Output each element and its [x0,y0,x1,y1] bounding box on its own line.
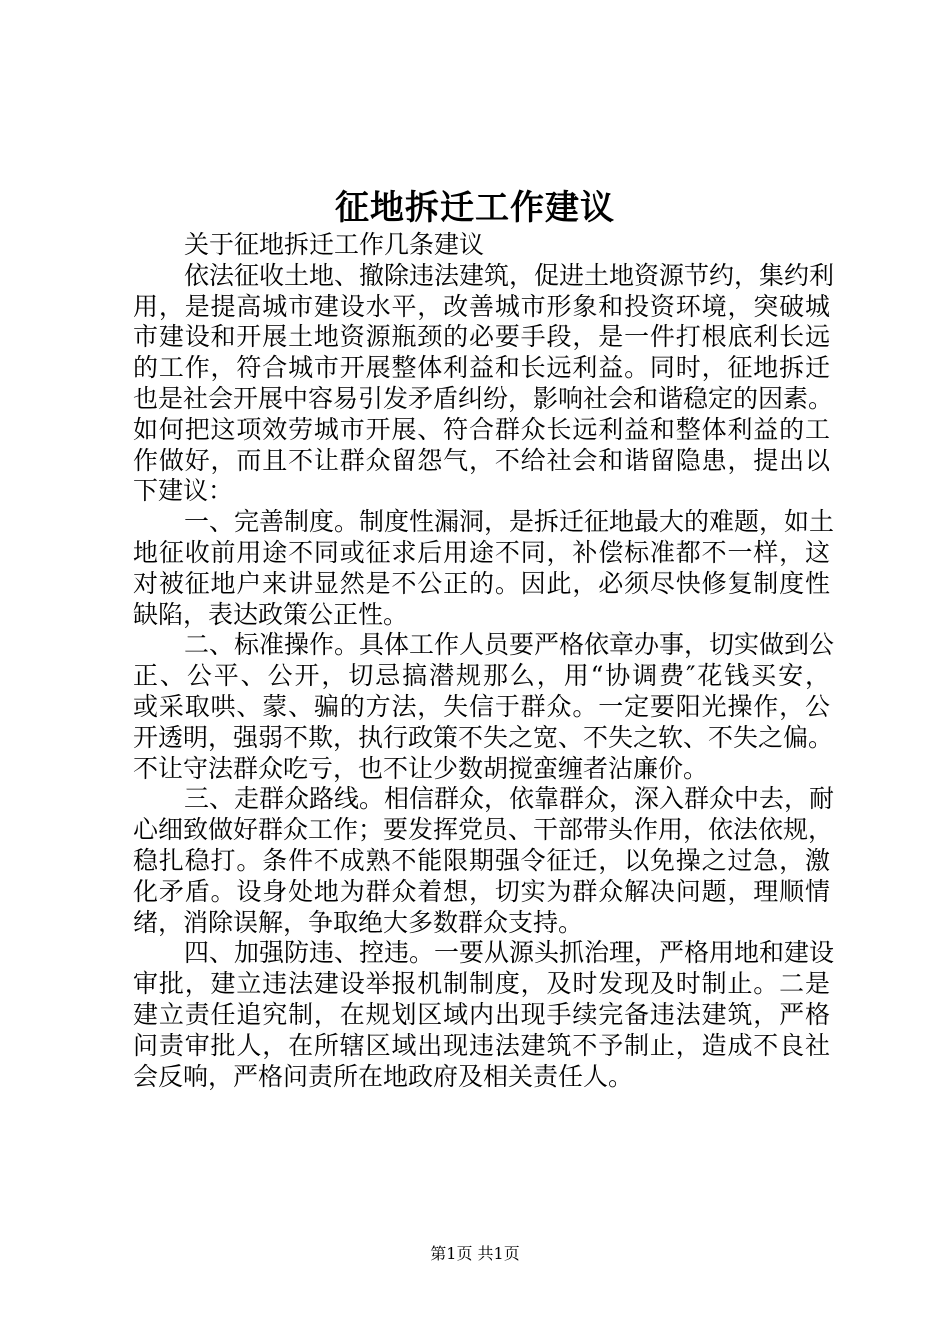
paragraph [133,784,835,938]
text-line: 市建设和开展土地资源瓶颈的必要手段，是一件打根底利长远 [133,322,830,352]
text-line: 正、公平、公开，切忌搞潜规那么，用“协调费″花钱买安， [133,661,830,691]
text-line: 缺陷，表达政策公正性。 [133,599,409,629]
text-line: 二、标准操作。具体工作人员要严格依章办事，切实做到公 [184,630,835,660]
text-line: 下建议： [133,476,234,506]
paragraph [133,938,835,1092]
document-body [133,230,835,1092]
paragraph [133,260,835,507]
text-line: 三、走群众路线。相信群众，依靠群众，深入群众中去，耐 [184,784,835,814]
paragraph [133,507,835,630]
text-line: 心细致做好群众工作；要发挥党员、干部带头作用，依法依规， [133,815,834,845]
text-line: 四、加强防违、控违。一要从源头抓治理，严格用地和建设 [184,938,835,968]
page-footer: 第1页 共1页 [430,1244,520,1263]
text-line: 也是社会开展中容易引发矛盾纠纷，影响社会和谐稳定的因素。 [133,383,834,413]
text-line: 关于征地拆迁工作几条建议 [184,230,485,259]
text-line: 地征收前用途不同或征求后用途不同，补偿标准都不一样，这 [133,537,830,567]
text-line: 作做好，而且不让群众留怨气，不给社会和谐留隐患，提出以 [133,445,830,475]
text-line: 的工作，符合城市开展整体利益和长远利益。同时，征地拆迁 [133,353,830,383]
text-line: 不让守法群众吃亏，也不让少数胡搅蛮缠者沾廉价。 [133,753,709,783]
text-line: 或采取哄、蒙、骗的方法，失信于群众。一定要阳光操作，公 [133,691,830,721]
text-line: 开透明，强弱不欺，执行政策不失之宽、不失之软、不失之偏。 [133,722,834,752]
document-title: 征地拆迁工作建议 [335,188,615,228]
paragraph [133,230,830,261]
paragraph [133,630,835,784]
text-line: 会反响，严格问责所在地政府及相关责任人。 [133,1061,634,1091]
text-line: 问责审批人，在所辖区域出现违法建筑不予制止，造成不良社 [133,1030,830,1060]
text-line: 稳扎稳打。条件不成熟不能限期强令征迁，以免操之过急，激 [133,845,830,875]
text-line: 用，是提高城市建设水平，改善城市形象和投资环境，突破城 [133,291,830,321]
text-line: 建立责任追究制，在规划区域内出现手续完备违法建筑，严格 [133,999,830,1029]
text-line: 一、完善制度。制度性漏洞，是拆迁征地最大的难题，如土 [184,507,835,537]
text-line: 审批，建立违法建设举报机制制度，及时发现及时制止。二是 [133,969,830,999]
text-line: 化矛盾。设身处地为群众着想，切实为群众解决问题，理顺情 [133,876,830,906]
text-line: 对被征地户来讲显然是不公正的。因此，必须尽快修复制度性 [133,568,830,598]
text-line: 依法征收土地、撤除违法建筑，促进土地资源节约，集约利 [184,260,835,290]
text-line: 绪，消除误解，争取绝大多数群众支持。 [133,907,584,937]
text-line: 如何把这项效劳城市开展、符合群众长远利益和整体利益的工 [133,414,830,444]
